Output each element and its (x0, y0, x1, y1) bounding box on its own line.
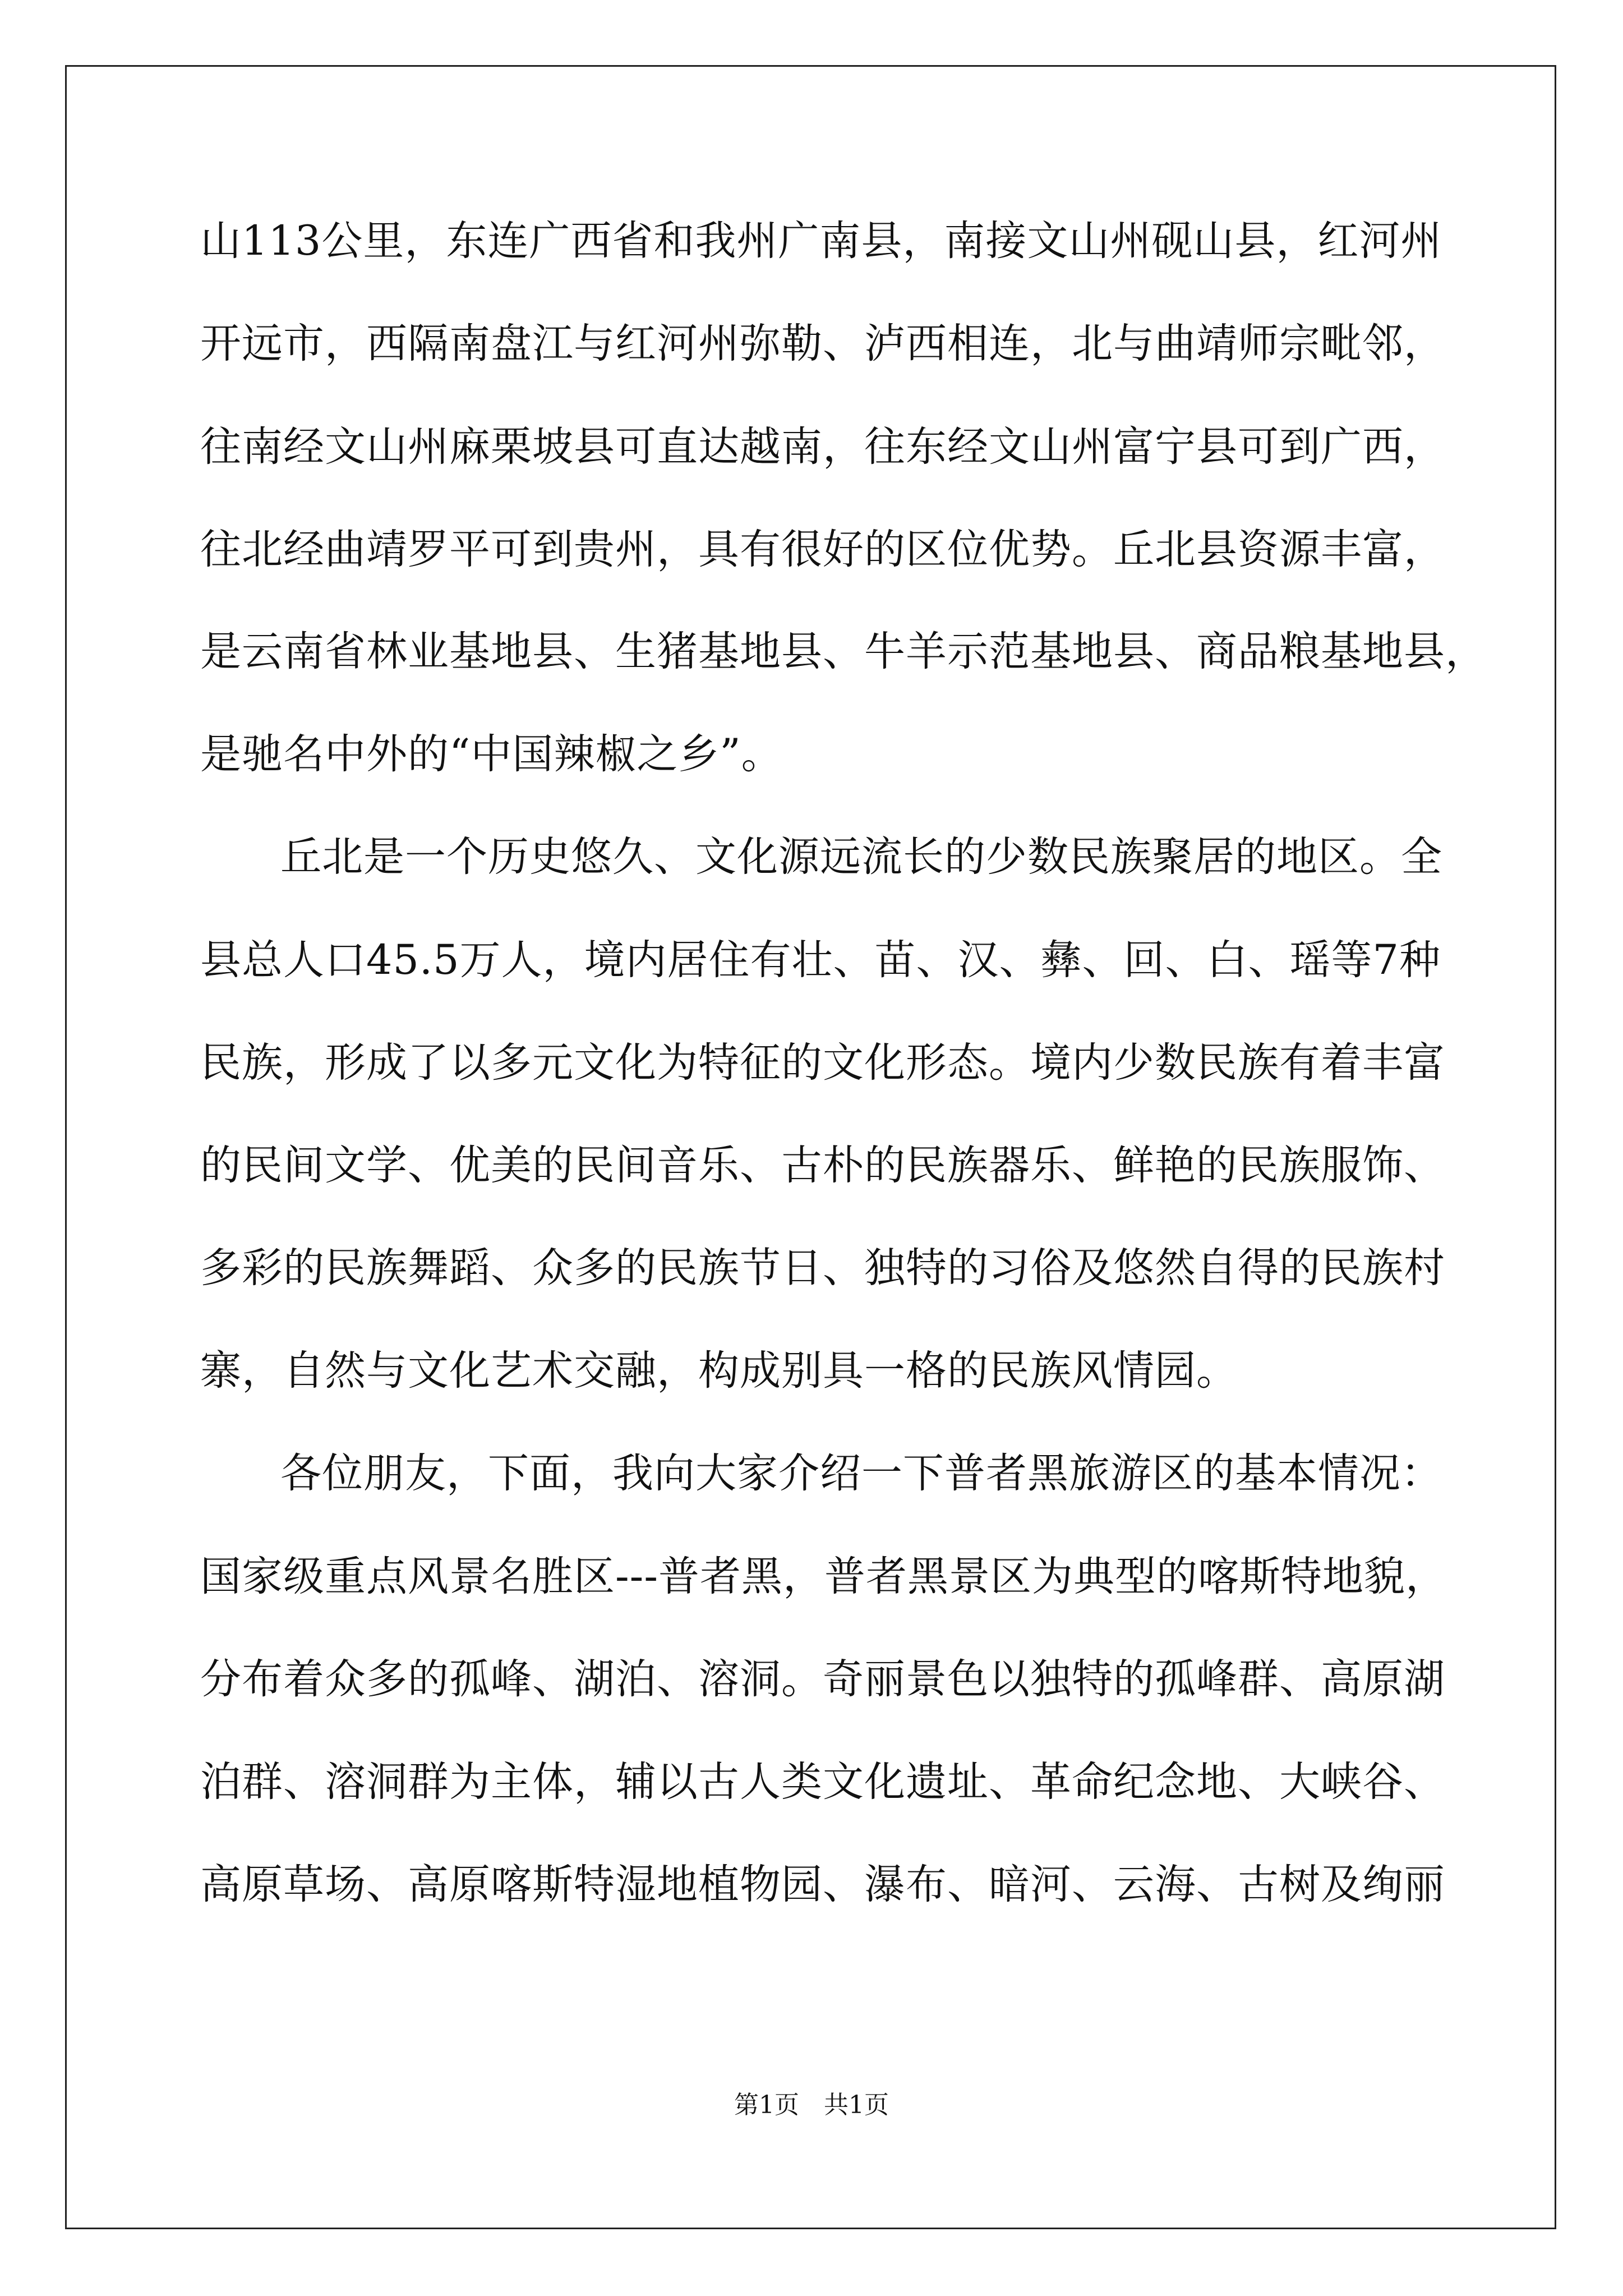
text-line: 民族，形成了以多元文化为特征的文化形态。境内少数民族有着丰富 (200, 1039, 1445, 1087)
text-line: 多彩的民族舞蹈、众多的民族节日、独特的习俗及悠然自得的民族村 (200, 1244, 1445, 1292)
text-line: 往南经文山州麻栗坡县可直达越南，往东经文山州富宁县可到广西， (200, 423, 1445, 471)
page-number-footer: 第1页 共1页 (734, 2091, 889, 2119)
text-line: 分布着众多的孤峰、湖泊、溶洞。奇丽景色以独特的孤峰群、高原湖 (200, 1655, 1445, 1703)
text-line: 寨，自然与文化艺术交融，构成别具一格的民族风情园。 (200, 1347, 1238, 1395)
text-line: 县总人口45.5万人，境内居住有壮、苗、汉、彝、回、白、瑶等7种 (200, 936, 1441, 984)
text-line: 是驰名中外的“中国辣椒之乡”。 (200, 730, 783, 778)
text-line: 泊群、溶洞群为主体，辅以古人类文化遗址、革命纪念地、大峡谷、 (200, 1758, 1445, 1806)
text-line: 是云南省林业基地县、生猪基地县、牛羊示范基地县、商品粮基地县， (200, 628, 1487, 675)
text-line: 开远市，西隔南盘江与红河州弥勒、泸西相连，北与曲靖师宗毗邻， (200, 320, 1445, 367)
text-line: 山113公里，东连广西省和我州广南县，南接文山州砚山县，红河州 (200, 217, 1442, 265)
text-line: 国家级重点风景名胜区---普者黑，普者黑景区为典型的喀斯特地貌， (200, 1553, 1447, 1600)
paragraph-first-line: 各位朋友，下面，我向大家介绍一下普者黑旅游区的基本情况： (280, 1450, 1442, 1497)
text-line: 高原草场、高原喀斯特湿地植物园、瀑布、暗河、云海、古树及绚丽 (200, 1861, 1445, 1908)
text-line: 的民间文学、优美的民间音乐、古朴的民族器乐、鲜艳的民族服饰、 (200, 1142, 1445, 1189)
text-line: 往北经曲靖罗平可到贵州，具有很好的区位优势。丘北县资源丰富， (200, 526, 1445, 573)
paragraph-first-line: 丘北是一个历史悠久、文化源远流长的少数民族聚居的地区。全 (280, 833, 1442, 881)
